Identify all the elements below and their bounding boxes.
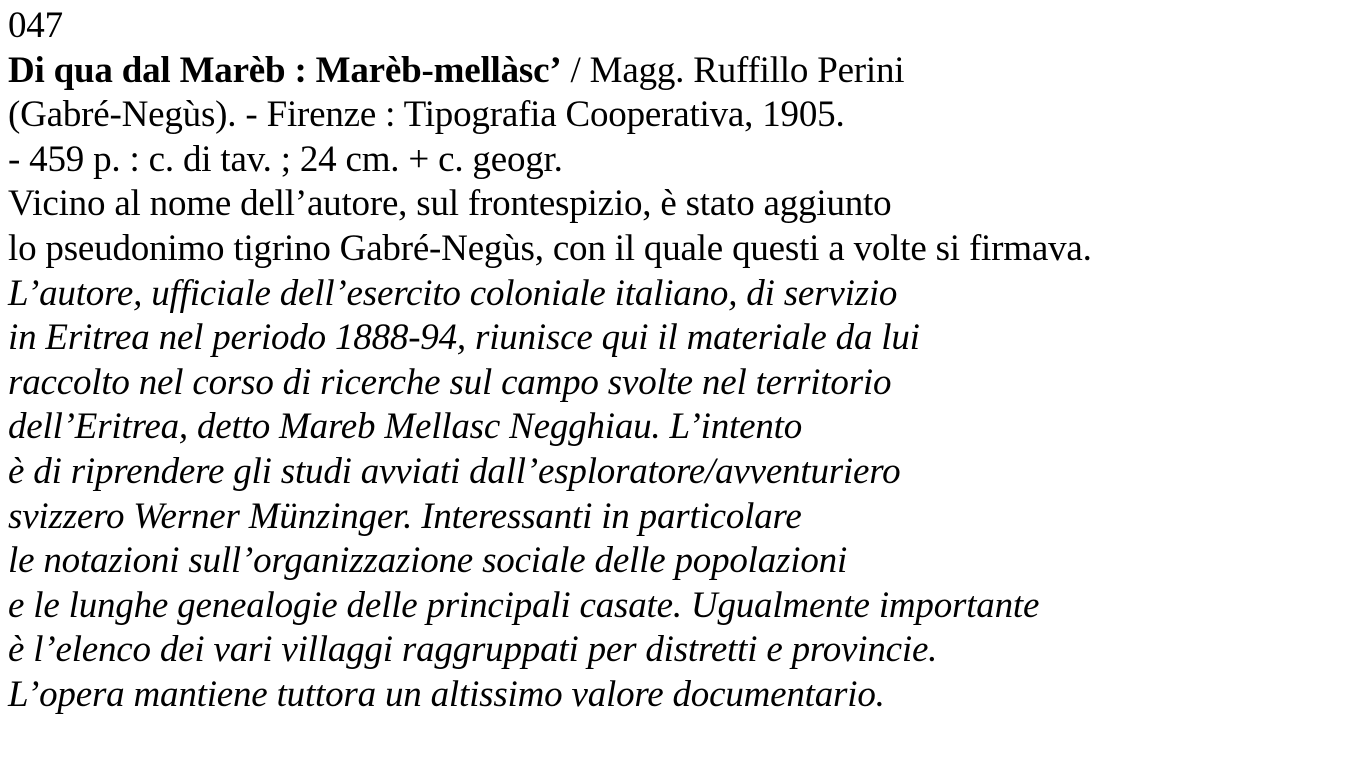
record-number: 047 [8,5,63,46]
note-line: Vicino al nome dell’autore, sul frontespizio, è stato aggiunto [8,183,892,225]
abstract-line: è di riprendere gli studi avviati dall’esploratore/avventuriero [8,450,901,492]
statement-of-responsibility: / Magg. Ruffillo Perini [570,49,905,91]
catalog-record [8,4,1368,718]
abstract-line: raccolto nel corso di ricerche sul campo svolte nel territorio [8,361,892,403]
publication-line: (Gabré-Negùs). - Firenze : Tipografia Cooperativa, 1905. [8,94,845,136]
abstract-line: in Eritrea nel periodo 1888-94, riunisce qui il materiale da lui [8,317,920,359]
physical-description: - 459 p. : c. di tav. ; 24 cm. + c. geogr. [8,138,563,180]
abstract-line: è l’elenco dei vari villaggi raggruppati per distretti e provincie. [8,629,938,671]
title-line [8,49,1368,94]
abstract-line: le notazioni sull’organizzazione sociale delle popolazioni [8,540,848,582]
abstract-line: svizzero Werner Münzinger. Interessanti in particolare [8,495,802,537]
abstract-line: dell’Eritrea, detto Mareb Mellasc Negghiau. L’intento [8,406,803,448]
abstract-line: L’autore, ufficiale dell’esercito coloniale italiano, di servizio [8,272,898,314]
title-separator [561,50,570,91]
record-title: Di qua dal Marèb : Marèb-mellàsc’ [8,49,562,91]
abstract-line: e le lunghe genealogie delle principali casate. Ugualmente importante [8,584,1040,626]
abstract-line: L’opera mantiene tuttora un altissimo valore documentario. [8,673,885,715]
note-line: lo pseudonimo tigrino Gabré-Negùs, con il quale questi a volte si firmava. [8,227,1092,269]
